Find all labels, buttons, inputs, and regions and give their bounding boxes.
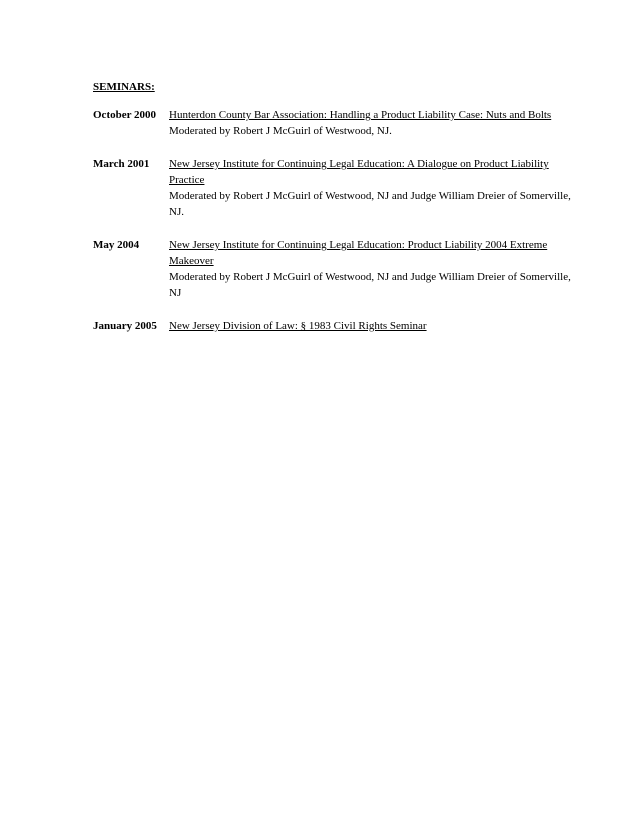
section-heading: SEMINARS: [93,81,155,93]
seminar-title: New Jersey Institute for Continuing Legal Education: A Dialogue on Product Liability Practice [169,158,549,186]
seminar-moderator-note: Moderated by Robert J McGuirl of Westwood, NJ and Judge William Dreier of Somerville, NJ. [169,190,571,218]
seminar-date: March 2001 [93,158,150,170]
seminar-title: Hunterdon County Bar Association: Handling a Product Liability Case: Nuts and Bolts [169,109,552,121]
seminar-entry [93,237,583,301]
seminar-details [169,107,583,139]
seminar-date: October 2000 [93,109,157,121]
seminar-details [169,237,583,301]
seminar-entry [93,156,583,220]
seminar-date: January 2005 [93,320,157,332]
seminar-entry [93,107,583,139]
seminar-title: New Jersey Institute for Continuing Legal Education: Product Liability 2004 Extreme Makeover [169,239,548,267]
seminar-entry [93,318,583,334]
seminar-moderator-note: Moderated by Robert J McGuirl of Westwood, NJ. [169,125,392,137]
seminar-moderator-note: Moderated by Robert J McGuirl of Westwood, NJ and Judge William Dreier of Somerville, NJ [169,271,571,299]
seminar-list [93,107,583,351]
seminar-details [169,318,583,334]
seminar-details [169,156,583,220]
seminar-date: May 2004 [93,239,140,251]
seminar-title: New Jersey Division of Law: § 1983 Civil Rights Seminar [169,320,427,332]
